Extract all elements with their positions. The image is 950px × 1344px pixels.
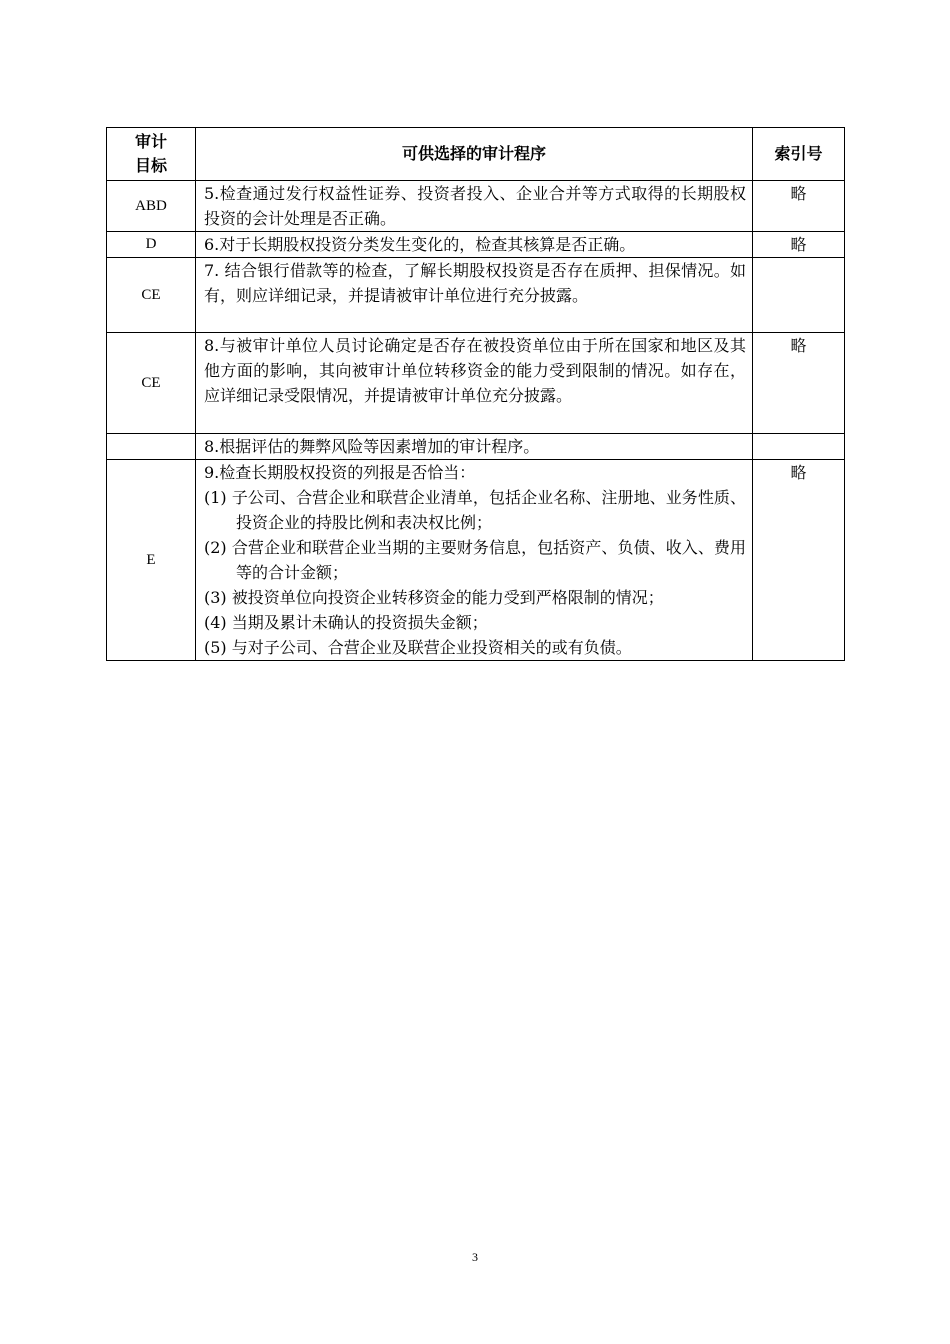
procedure-cell: 7. 结合银行借款等的检查，了解长期股权投资是否存在质押、担保情况。如有，则应详细记录，并提请被审计单位进行充分披露。 <box>196 258 753 333</box>
table-row <box>107 434 845 460</box>
header-audit-procedure: 可供选择的审计程序 <box>196 128 753 181</box>
table-row <box>107 333 845 434</box>
table-row <box>107 232 845 258</box>
goal-cell <box>107 434 196 460</box>
index-cell <box>753 258 845 333</box>
page-number: 3 <box>472 1250 478 1264</box>
index-cell: 略 <box>753 181 845 232</box>
goal-cell: ABD <box>107 181 196 232</box>
list-item: (5) 与对子公司、合营企业及联营企业投资相关的或有负债。 <box>204 638 632 657</box>
table-row <box>107 258 845 333</box>
list-item: (4) 当期及累计未确认的投资损失金额； <box>204 613 488 632</box>
procedure-cell: 8.根据评估的舞弊风险等因素增加的审计程序。 <box>196 434 753 460</box>
goal-cell: CE <box>107 333 196 434</box>
list-item: (2) 合营企业和联营企业当期的主要财务信息，包括资产、负债、收入、费用等的合计金额； <box>204 538 746 582</box>
procedure-cell: 5.检查通过发行权益性证券、投资者投入、企业合并等方式取得的长期股权投资的会计处理是否正确。 <box>196 181 753 232</box>
procedure-heading: 9.检查长期股权投资的列报是否恰当： <box>204 463 476 482</box>
table-row <box>107 460 845 661</box>
index-cell: 略 <box>753 232 845 258</box>
procedure-cell: 6.对于长期股权投资分类发生变化的，检查其核算是否正确。 <box>196 232 753 258</box>
list-item: (1) 子公司、合营企业和联营企业清单，包括企业名称、注册地、业务性质、投资企业的持股比例和表决权比例； <box>204 488 746 532</box>
audit-procedure-table <box>106 127 845 661</box>
procedure-cell <box>196 460 753 661</box>
procedure-cell: 8.与被审计单位人员讨论确定是否存在被投资单位由于所在国家和地区及其他方面的影响，其向被审计单位转移资金的能力受到限制的情况。如存在，应详细记录受限情况，并提请被审计单位充分披露。 <box>196 333 753 434</box>
list-item: (3) 被投资单位向投资企业转移资金的能力受到严格限制的情况； <box>204 588 664 607</box>
header-index-number: 索引号 <box>753 128 845 181</box>
goal-cell: E <box>107 460 196 661</box>
index-cell: 略 <box>753 460 845 661</box>
index-cell: 略 <box>753 333 845 434</box>
goal-cell: D <box>107 232 196 258</box>
table-header-row <box>107 128 845 181</box>
table-row <box>107 181 845 232</box>
goal-cell: CE <box>107 258 196 333</box>
index-cell <box>753 434 845 460</box>
header-audit-goal: 审计 目标 <box>107 128 196 181</box>
